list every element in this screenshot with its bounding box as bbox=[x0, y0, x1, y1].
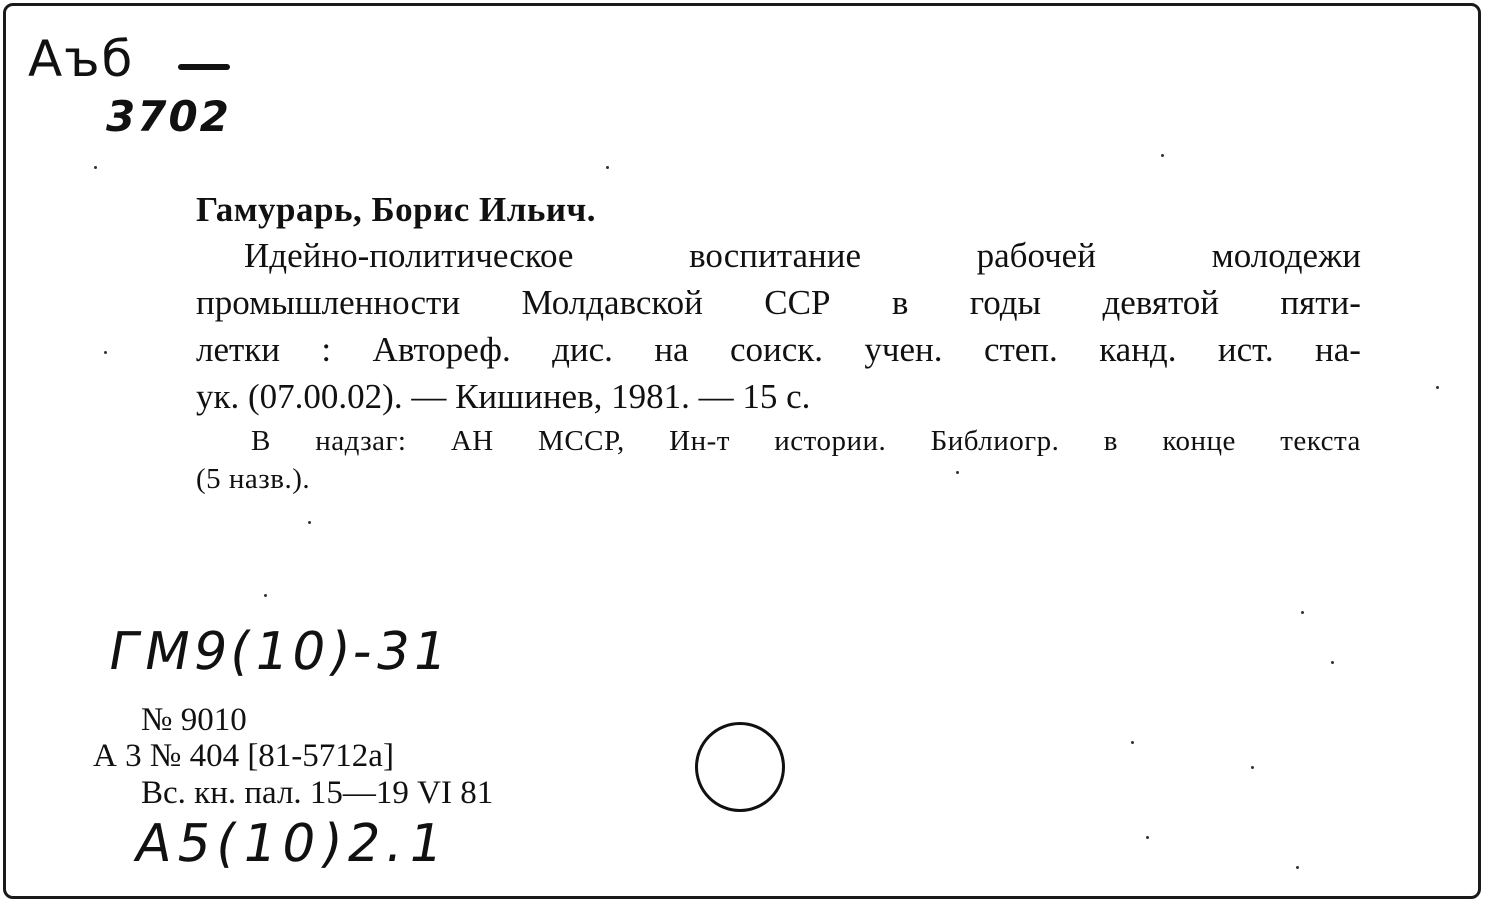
scan-speck bbox=[1301, 611, 1304, 614]
scan-speck bbox=[1251, 766, 1254, 769]
word: на- bbox=[1314, 330, 1361, 369]
word: промышленности bbox=[196, 283, 461, 322]
catalog-card bbox=[3, 3, 1481, 899]
scan-speck bbox=[104, 351, 107, 354]
note-line-1 bbox=[196, 422, 1361, 460]
scan-speck bbox=[1131, 741, 1134, 744]
word: конце bbox=[1162, 425, 1236, 457]
author-heading: Гамурарь, Борис Ильич. bbox=[196, 190, 597, 229]
title-line-1 bbox=[196, 232, 1361, 279]
word: Ин-т bbox=[669, 425, 730, 457]
word: учен. bbox=[864, 330, 943, 369]
word: Автореф. bbox=[372, 330, 511, 369]
word: Библиогр. bbox=[930, 425, 1060, 457]
scan-speck bbox=[1296, 866, 1299, 869]
word: воспитание bbox=[689, 236, 862, 275]
classification-handwritten: ГМ9(10)-31 bbox=[103, 622, 456, 682]
word: надзаг: bbox=[315, 425, 407, 457]
word: пяти- bbox=[1280, 283, 1361, 322]
title-line-4: ук. (07.00.02). — Кишинев, 1981. — 15 с. bbox=[196, 377, 811, 416]
word: годы bbox=[969, 283, 1042, 322]
word: в bbox=[1103, 425, 1118, 457]
call-number-dash bbox=[178, 64, 230, 70]
scan-speck bbox=[308, 521, 311, 524]
word: девятой bbox=[1102, 283, 1220, 322]
title-line-3 bbox=[196, 326, 1361, 373]
a3-number: А 3 № 404 [81-5712а] bbox=[93, 738, 394, 774]
scan-speck bbox=[94, 166, 97, 169]
word: ист. bbox=[1217, 330, 1274, 369]
word: : bbox=[321, 330, 332, 369]
word: канд. bbox=[1099, 330, 1177, 369]
word: дис. bbox=[552, 330, 613, 369]
title-line-2 bbox=[196, 279, 1361, 326]
word: в bbox=[891, 283, 909, 322]
word: ССР bbox=[764, 283, 831, 322]
scan-speck bbox=[606, 166, 609, 169]
word: Молдавской bbox=[521, 283, 703, 322]
word: на bbox=[654, 330, 689, 369]
word: текста bbox=[1280, 425, 1361, 457]
word: АН bbox=[450, 425, 494, 457]
bibliographic-entry bbox=[196, 188, 1361, 498]
word: В bbox=[251, 425, 271, 457]
word: МССР, bbox=[538, 425, 625, 457]
scan-speck bbox=[1331, 661, 1334, 664]
scan-speck bbox=[956, 471, 959, 474]
word: молодежи bbox=[1211, 236, 1361, 275]
scan-speck bbox=[264, 594, 267, 597]
punch-hole bbox=[695, 722, 785, 812]
scan-speck bbox=[1436, 386, 1439, 389]
word: Идейно-политическое bbox=[244, 236, 574, 275]
call-number-top: Аъб bbox=[28, 30, 135, 88]
note-line-2: (5 назв.). bbox=[196, 463, 311, 495]
word: рабочей bbox=[976, 236, 1096, 275]
record-number: № 9010 bbox=[141, 702, 247, 738]
word: соиск. bbox=[729, 330, 824, 369]
word: степ. bbox=[983, 330, 1058, 369]
word: летки bbox=[196, 330, 281, 369]
call-number-bottom: 3702 bbox=[106, 92, 231, 141]
scan-speck bbox=[1146, 836, 1149, 839]
shelf-mark-handwritten: А5(10)2.1 bbox=[130, 814, 454, 874]
scan-speck bbox=[1161, 154, 1164, 157]
book-chamber-line: Вс. кн. пал. 15—19 VI 81 bbox=[141, 775, 494, 811]
word: истории. bbox=[774, 425, 887, 457]
